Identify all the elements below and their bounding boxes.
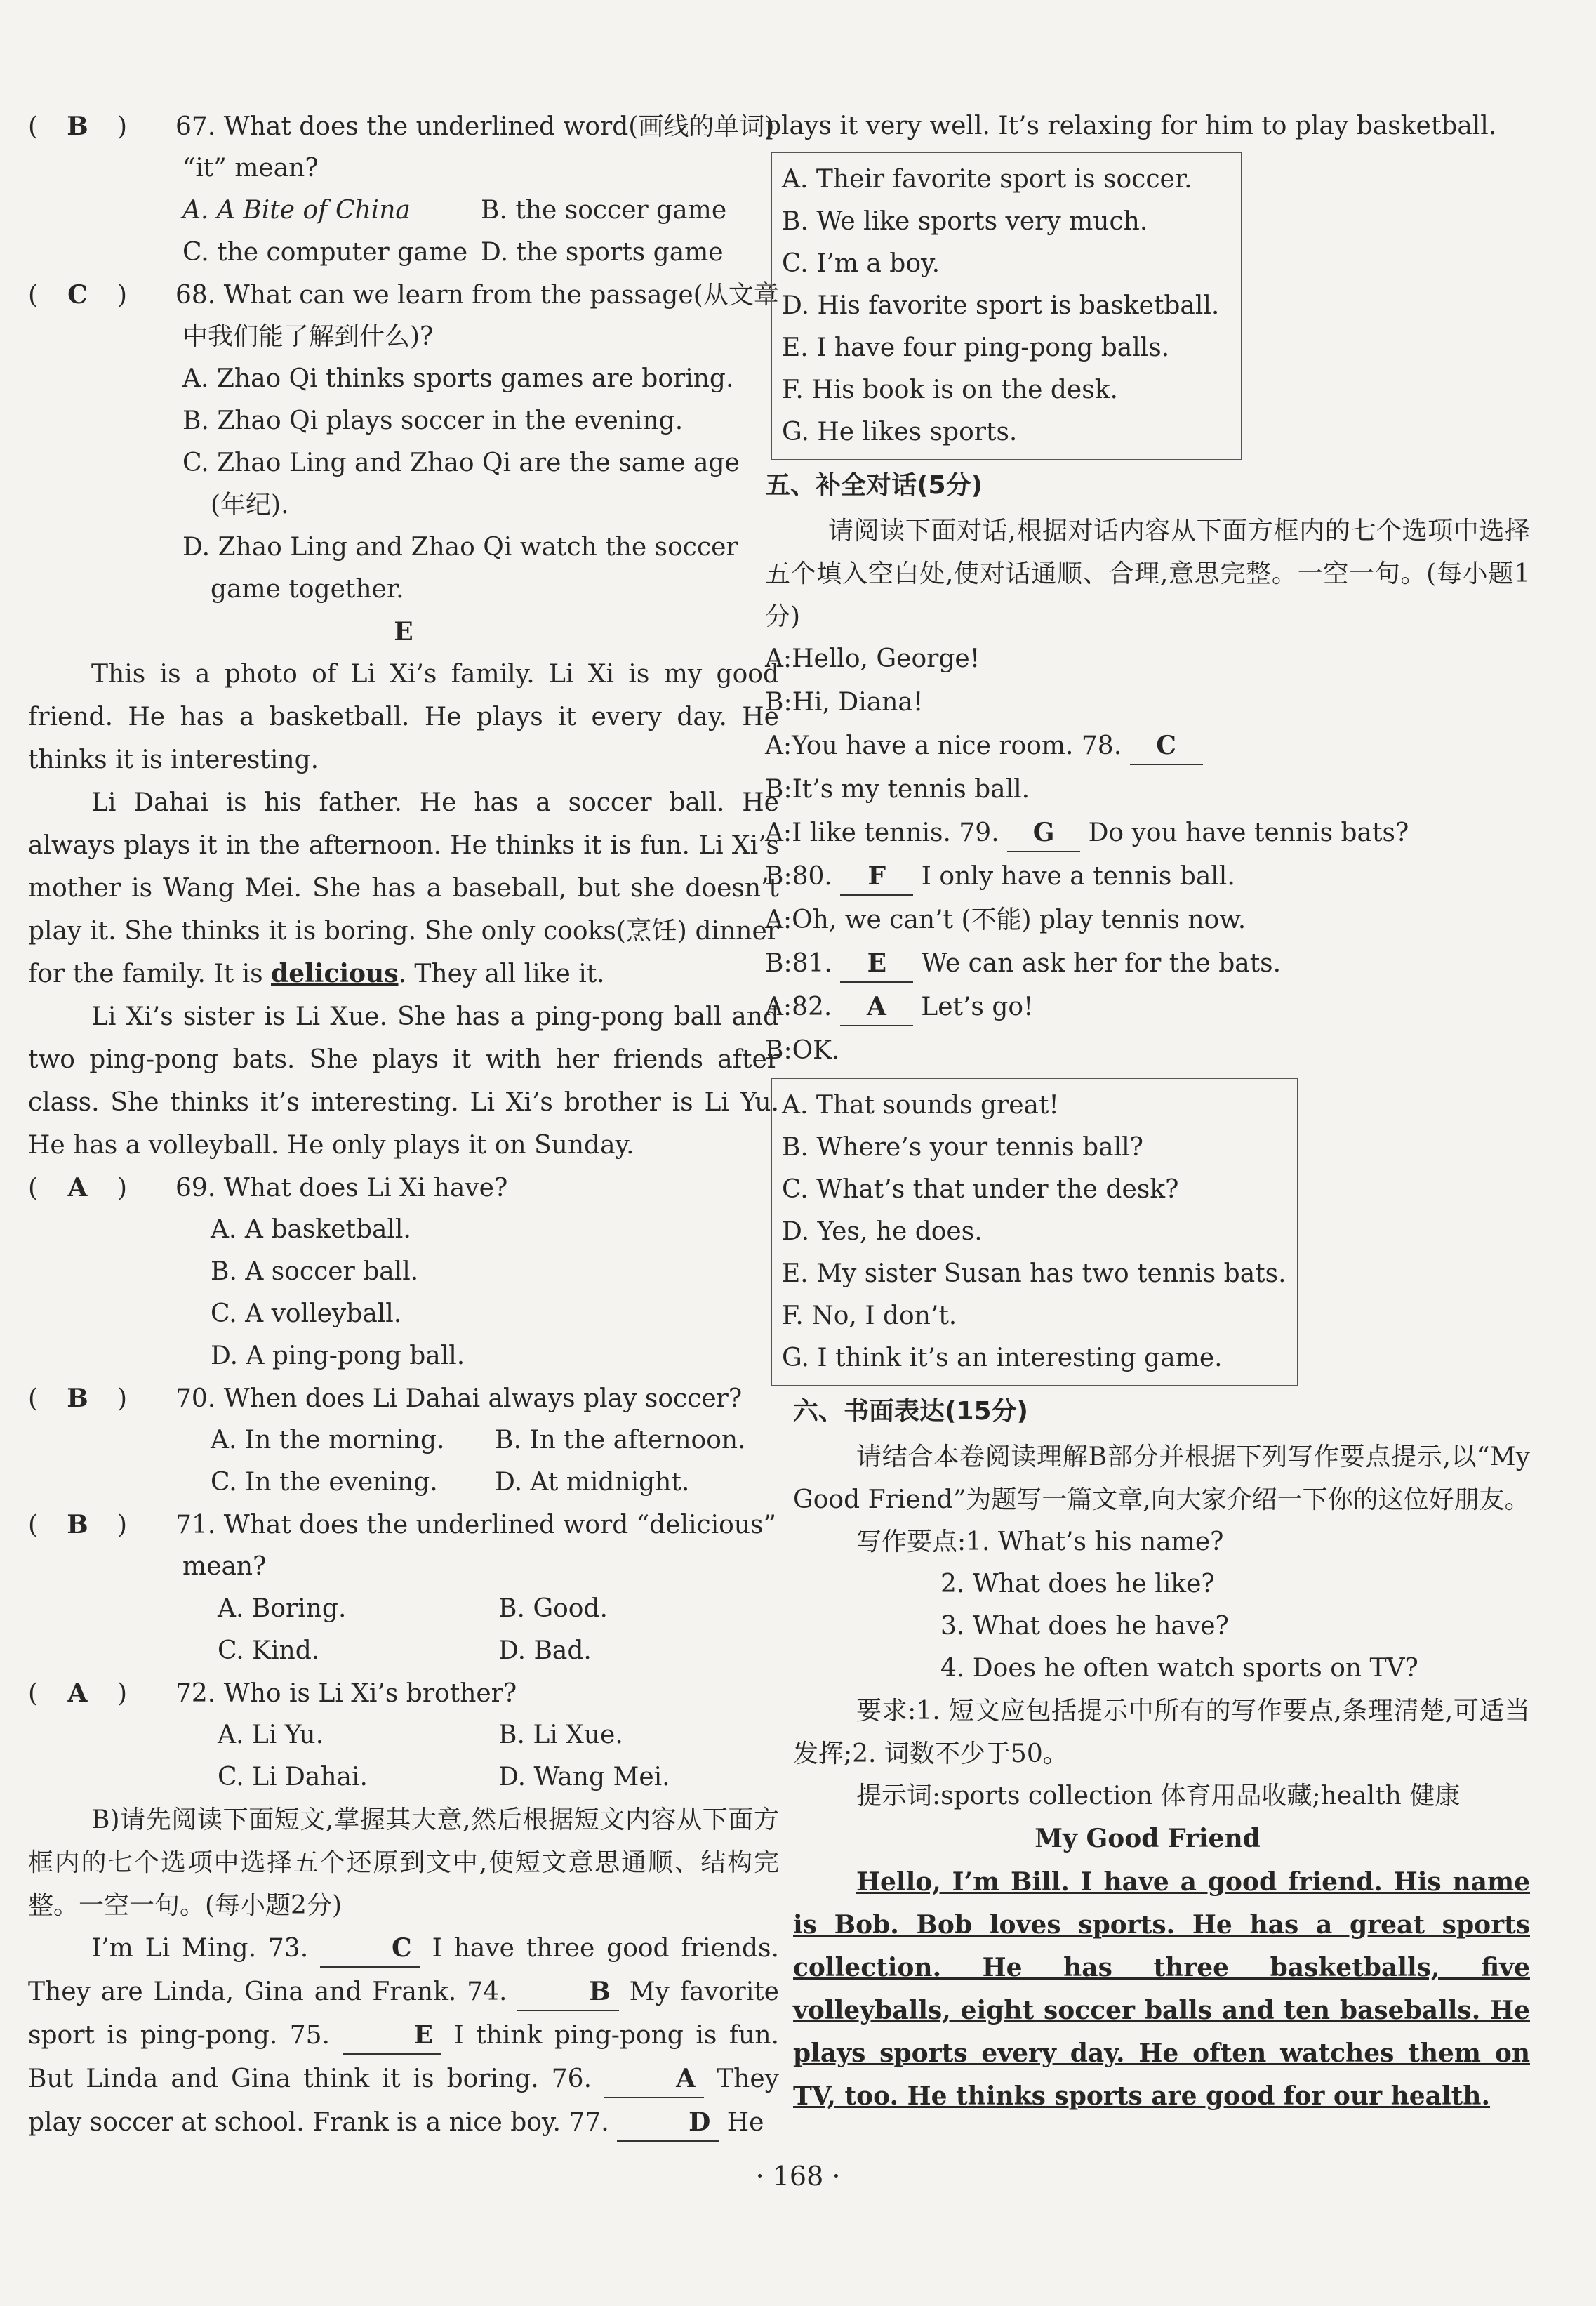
essay-title: My Good Friend: [1035, 1824, 1261, 1853]
options-70-row2: [28, 1462, 779, 1504]
section-5-title: 五、补全对话(5分): [765, 471, 983, 500]
option: A. In the morning.: [211, 1426, 445, 1454]
passage-b: I’m Li Ming. 73. C I have three good friends. They are Linda, Gina and Frank. 74. B My favorite sport is ping-pong. 75. E I think ping-pong is fun. But Linda and Gina think it is boring. 76. A They play soccer at school. Frank is a nice boy. 77. D He: [28, 1927, 779, 2145]
box-option: G. He likes sports.: [782, 418, 1018, 446]
option: D. Wang Mei.: [498, 1763, 670, 1791]
question-70: ( B ) 70. When does Li Dahai always play soccer?: [28, 1377, 779, 1419]
option: A. A basketball.: [211, 1215, 411, 1244]
writing-point: 4. Does he often watch sports on TV?: [940, 1654, 1418, 1683]
option: D. At midnight.: [495, 1468, 690, 1497]
dialog-line: B:81. E We can ask her for the bats.: [765, 943, 1530, 986]
options-67-row2: [28, 232, 779, 274]
option: B. A soccer ball.: [211, 1257, 419, 1286]
dialog-line: B:OK.: [765, 1036, 840, 1065]
passage-e-p3: Li Xi’s sister is Li Xue. She has a ping-pong ball and two ping-pong bats. She plays it with her friends after class. She thinks it’s interesting. Li Xi’s brother is Li Yu. He has a volleyball. He only plays it on Sunday.: [28, 1002, 779, 1160]
option: B. Li Xue.: [498, 1721, 623, 1749]
option: A. Boring.: [218, 1594, 347, 1623]
question-69: ( A ) 69. What does Li Xi have?: [28, 1167, 779, 1209]
box-option: A. That sounds great!: [782, 1091, 1059, 1120]
answer-72: A: [67, 1678, 88, 1708]
option: A. Li Yu.: [218, 1721, 324, 1749]
section-e-heading: E: [394, 617, 413, 647]
answer-69: A: [67, 1173, 88, 1202]
option: A. Zhao Qi thinks sports games are boring.: [182, 364, 734, 393]
hint-words: 提示词:sports collection 体育用品收藏;health 健康: [856, 1782, 1461, 1810]
blank-78: C: [1130, 727, 1203, 765]
question-72: ( A ) 72. Who is Li Xi’s brother?: [28, 1672, 779, 1714]
option: C. Kind.: [218, 1636, 320, 1665]
question-68-cont: 中我们能了解到什么)?: [182, 322, 434, 351]
blank-79: G: [1007, 814, 1080, 852]
question-72-text: 72. Who is Li Xi’s brother?: [175, 1679, 517, 1708]
dialog-line: B:Hi, Diana!: [765, 688, 924, 717]
dialog-line: B:It’s my tennis ball.: [765, 775, 1030, 804]
passage-e-p1: This is a photo of Li Xi’s family. Li Xi is my good friend. He has a basketball. He plays it every day. He thinks it is interesting.: [28, 660, 779, 774]
option: D. Zhao Ling and Zhao Qi watch the soccer: [182, 533, 738, 562]
box-option: E. I have four ping-pong balls.: [782, 333, 1170, 362]
question-71: ( B ) 71. What does the underlined word “delicious”: [28, 1504, 779, 1546]
blank-77: D: [617, 2104, 719, 2142]
question-68: ( C ) 68. What can we learn from the passage(从文章: [28, 274, 779, 316]
box-option: D. His favorite sport is basketball.: [782, 291, 1220, 320]
blank-76: A: [604, 2060, 704, 2098]
option: D. the sports game: [481, 238, 724, 267]
requirements: 要求:1. 短文应包括提示中所有的写作要点,条理清楚,可适当发挥;2. 词数不少于50。: [793, 1697, 1530, 1768]
option: C. A volleyball.: [211, 1299, 402, 1328]
option: B. Good.: [498, 1594, 608, 1623]
dialog-line: A:You have a nice room. 78. C: [765, 725, 1530, 769]
options-box-b: [771, 152, 1242, 460]
section-5-instructions: 请阅读下面对话,根据对话内容从下面方框内的七个选项中选择五个填入空白处,使对话通顺、合理,意思完整。一空一句。(每小题1分): [765, 517, 1530, 631]
question-67: ( B ) 67. What does the underlined word(画线的单词): [28, 105, 779, 147]
answer-71: B: [67, 1510, 88, 1539]
box-option: B. Where’s your tennis ball?: [782, 1133, 1143, 1162]
options-box-dialog: [771, 1078, 1298, 1386]
option: C. In the evening.: [211, 1468, 438, 1497]
box-option: E. My sister Susan has two tennis bats.: [782, 1259, 1286, 1288]
dialog-line: A:82. A Let’s go!: [765, 986, 1530, 1030]
question-69-text: 69. What does Li Xi have?: [175, 1174, 508, 1202]
writing-point: 3. What does he have?: [940, 1612, 1229, 1641]
box-option: A. Their favorite sport is soccer.: [782, 165, 1192, 194]
box-option: F. His book is on the desk.: [782, 376, 1118, 404]
option-cont: game together.: [211, 575, 404, 604]
options-67-row1: [28, 190, 779, 232]
option: D. A ping-pong ball.: [211, 1341, 465, 1370]
box-option: B. We like sports very much.: [782, 207, 1148, 236]
question-71-cont: mean?: [182, 1552, 267, 1581]
page-number: · 168 ·: [755, 2161, 841, 2192]
box-option: G. I think it’s an interesting game.: [782, 1344, 1223, 1372]
options-71-row2: [28, 1630, 779, 1672]
blank-81: E: [840, 945, 913, 983]
section-6-instructions: 请结合本卷阅读理解B部分并根据下列写作要点提示,以“My Good Friend”为题写一篇文章,向大家介绍一下你的这位好朋友。: [793, 1443, 1530, 1514]
answer-67: B: [67, 112, 88, 141]
option: B. the soccer game: [481, 196, 727, 225]
option: A. A Bite of China: [182, 196, 411, 225]
writing-points: 写作要点:1. What’s his name?: [856, 1528, 1224, 1556]
dialog: [765, 638, 1530, 1073]
question-68-text: 68. What can we learn from the passage(从文章: [175, 281, 779, 310]
question-71-text: 71. What does the underlined word “delicious”: [175, 1511, 776, 1539]
option: D. Bad.: [498, 1636, 592, 1665]
option-cont: (年纪).: [211, 491, 289, 519]
writing-point: 2. What does he like?: [940, 1570, 1215, 1598]
box-option: F. No, I don’t.: [782, 1301, 957, 1330]
dialog-line: A:Hello, George!: [765, 644, 980, 673]
option: C. the computer game: [182, 238, 468, 267]
blank-73: C: [320, 1930, 420, 1968]
option: B. In the afternoon.: [495, 1426, 746, 1454]
question-67-text: 67. What does the underlined word(画线的单词): [175, 112, 775, 141]
option: C. Li Dahai.: [218, 1763, 368, 1791]
options-72-row1: [28, 1714, 779, 1756]
answer-68: C: [67, 280, 88, 310]
question-70-text: 70. When does Li Dahai always play soccer?: [175, 1384, 743, 1413]
blank-75: E: [343, 2017, 441, 2055]
left-column: [28, 105, 779, 2145]
passage-b-end: plays it very well. It’s relaxing for him to play basketball.: [765, 112, 1497, 140]
question-67-cont: “it” mean?: [182, 154, 319, 183]
dialog-line: A:I like tennis. 79. G Do you have tennis bats?: [765, 812, 1530, 856]
dialog-line: A:Oh, we can’t (不能) play tennis now.: [765, 906, 1246, 934]
passage-e-p2: Li Dahai is his father. He has a soccer ball. He always plays it in the afternoon. He thinks it is fun. Li Xi’s mother is Wang Mei. She has a baseball, but she doesn’t play it. She thinks it is boring. She only cooks(烹饪) dinner for the family. It is delicious. They all like it.: [28, 788, 779, 988]
blank-80: F: [840, 858, 913, 896]
blank-82: A: [840, 988, 913, 1026]
underlined-word: delicious: [271, 959, 399, 988]
option: C. Zhao Ling and Zhao Qi are the same age: [182, 449, 740, 477]
box-option: D. Yes, he does.: [782, 1217, 983, 1246]
options-72-row2: [28, 1756, 779, 1798]
box-option: C. What’s that under the desk?: [782, 1175, 1179, 1204]
section-6-title: 六、书面表达(15分): [793, 1397, 1029, 1426]
part-b-instructions: B)请先阅读下面短文,掌握其大意,然后根据短文内容从下面方框内的七个选项中选择五个还原到文中,使短文意思通顺、结构完整。一空一句。(每小题2分): [28, 1805, 779, 1920]
options-71-row1: [28, 1588, 779, 1630]
box-option: C. I’m a boy.: [782, 249, 940, 278]
blank-74: B: [517, 1973, 618, 2011]
right-column: [765, 105, 1530, 2118]
option: B. Zhao Qi plays soccer in the evening.: [182, 406, 684, 435]
essay-text: Hello, I’m Bill. I have a good friend. His name is Bob. Bob loves sports. He has a great sports collection. He has three basketballs, five volleyballs, eight soccer balls and ten baseballs. He plays sports every day. He often watches them on TV, too. He thinks sports are good for our health.: [793, 1867, 1530, 2111]
options-70-row1: [28, 1419, 779, 1462]
dialog-line: B:80. F I only have a tennis ball.: [765, 856, 1530, 899]
answer-70: B: [67, 1384, 88, 1413]
